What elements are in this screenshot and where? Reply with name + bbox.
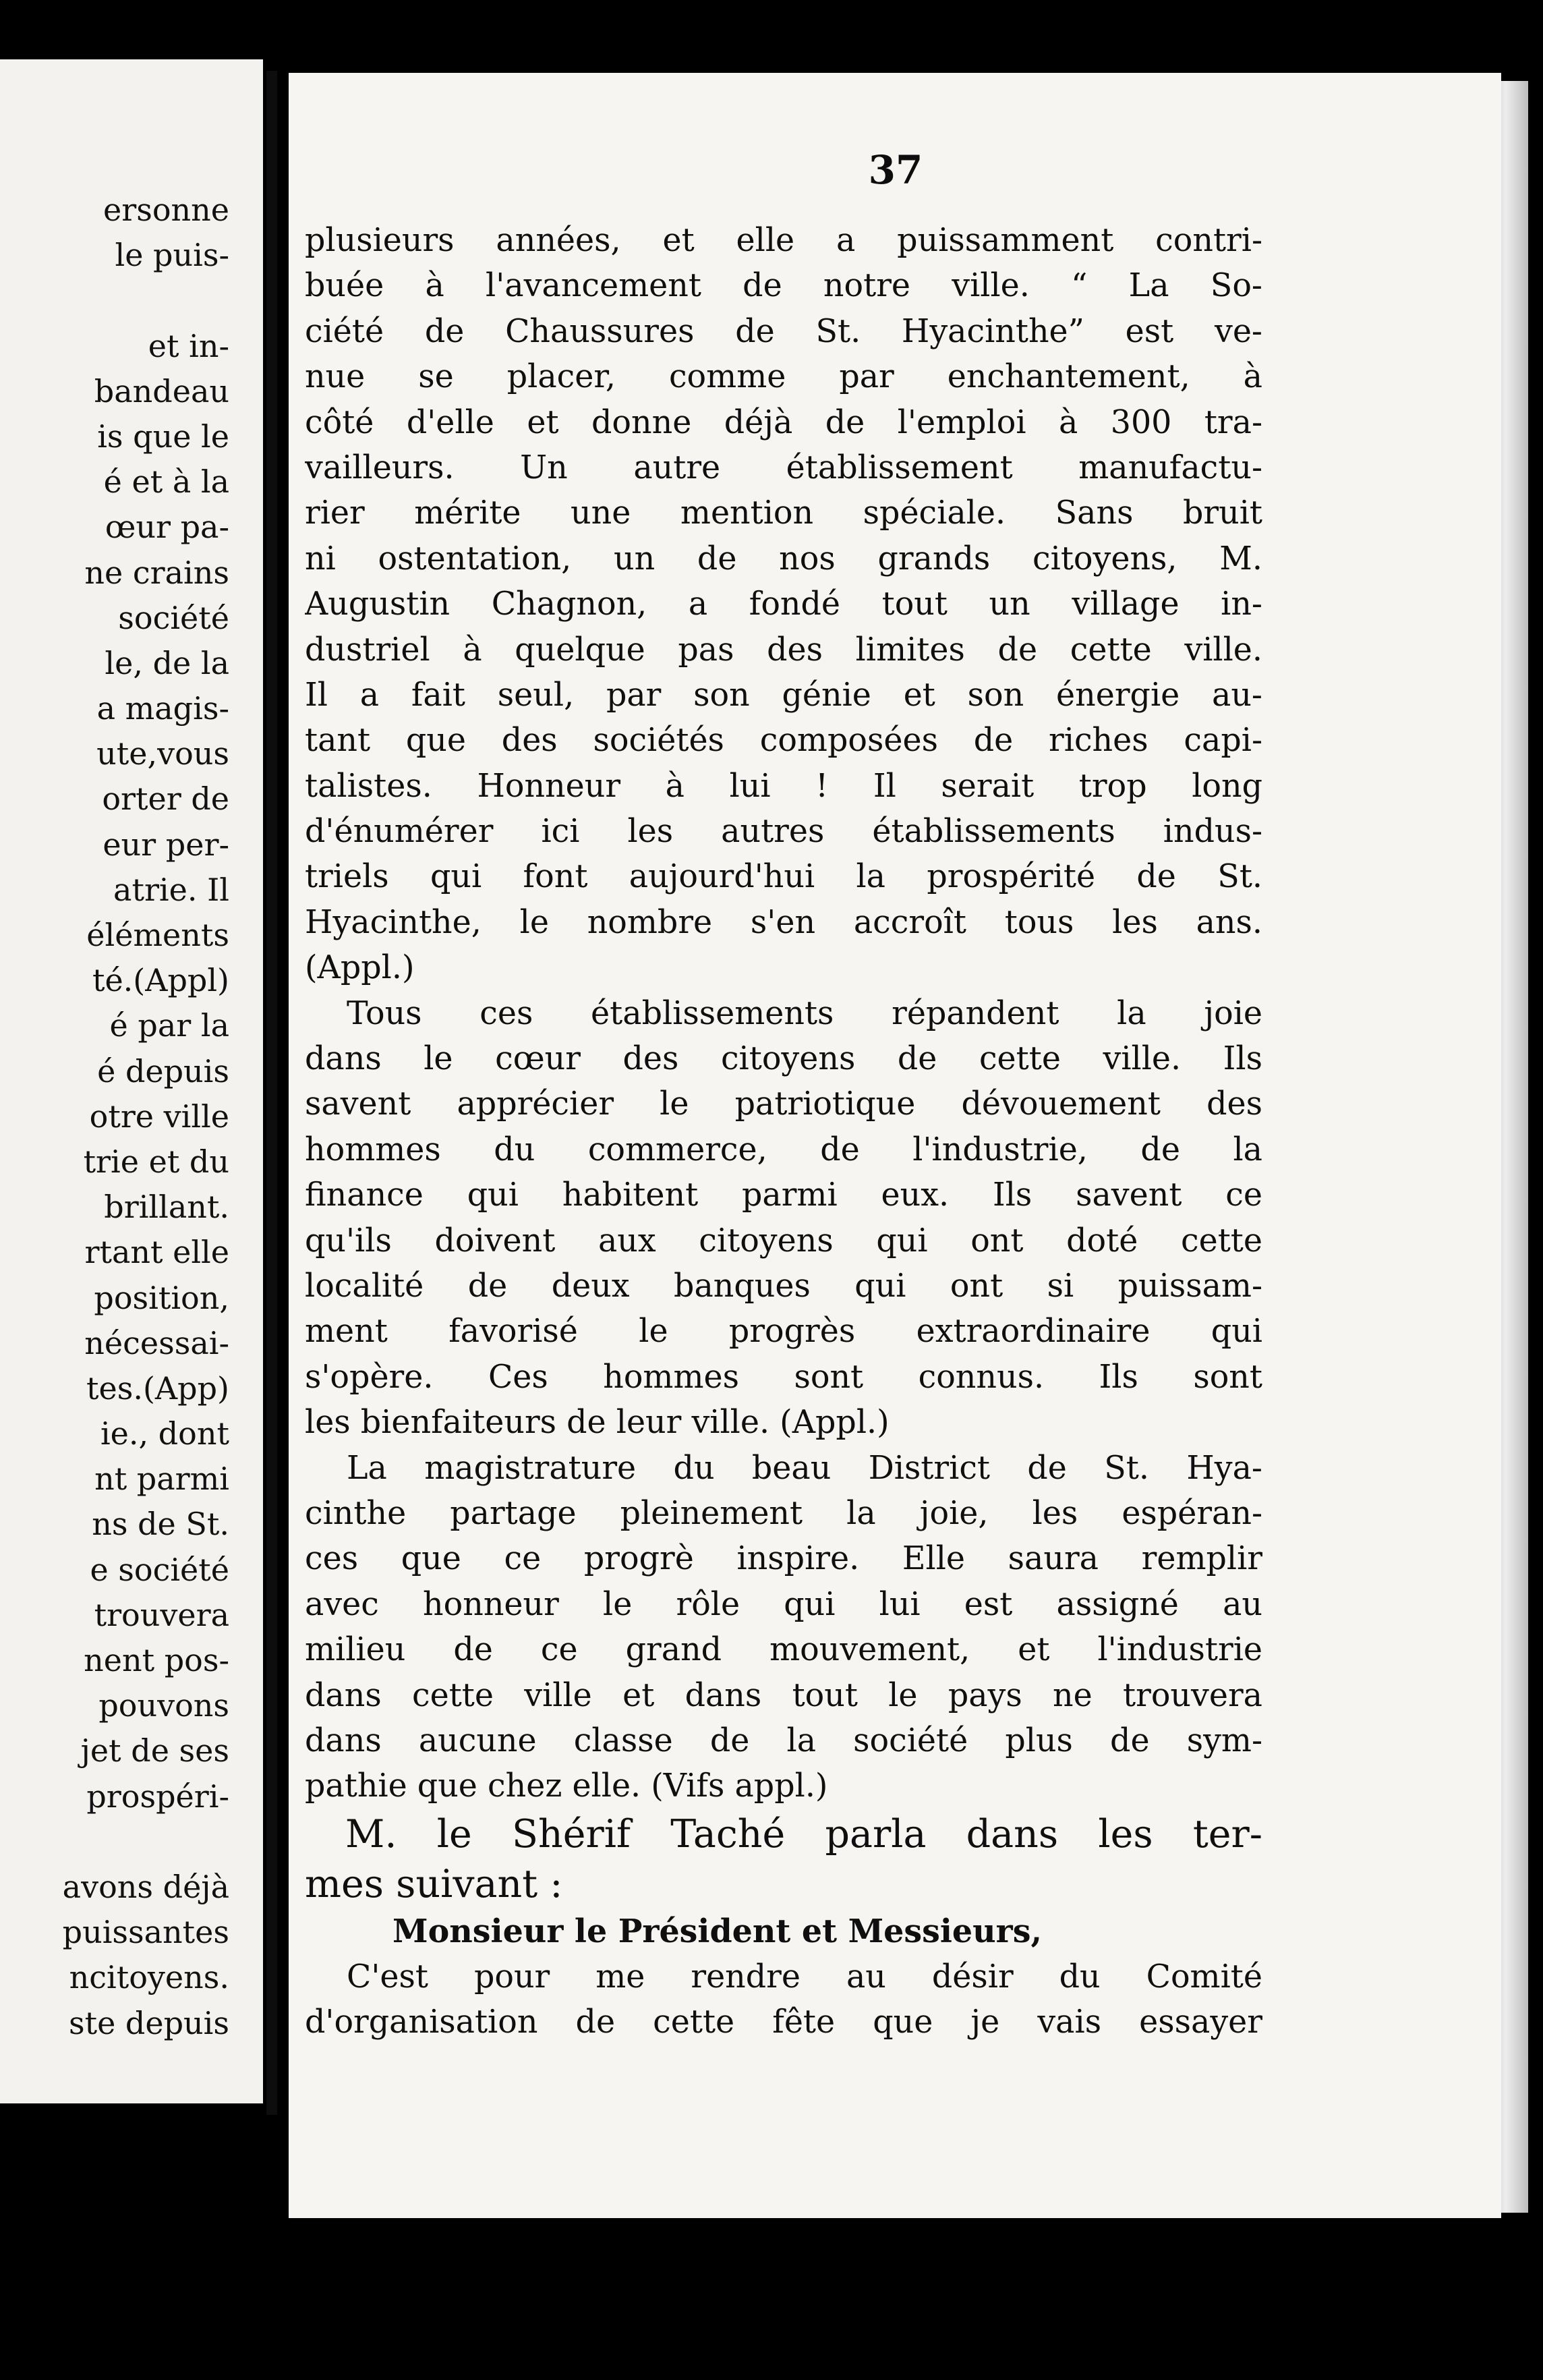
text-line: nue se placer, comme par enchantement, à xyxy=(305,358,1262,396)
text-line: s'opère. Ces hommes sont connus. Ils sont xyxy=(305,1358,1262,1396)
text-line: avec honneur le rôle qui lui est assigné au xyxy=(305,1585,1262,1623)
text-line: localité de deux banques qui ont si puissam- xyxy=(305,1267,1262,1305)
text-line: milieu de ce grand mouvement, et l'industrie xyxy=(305,1631,1262,1669)
text-line: qu'ils doivent aux citoyens qui ont doté cette xyxy=(305,1222,1262,1259)
left-page-line: is que le xyxy=(97,418,229,455)
left-page-line: a magis- xyxy=(96,690,229,727)
text-line: dustriel à quelque pas des limites de cette ville. xyxy=(305,631,1262,669)
salutation: Monsieur le Président et Messieurs, xyxy=(392,1912,1042,1950)
left-page-line: jet de ses xyxy=(80,1732,229,1769)
paragraph-lines xyxy=(305,218,1262,1809)
page-gutter-divider xyxy=(266,71,277,2115)
text-line: dans aucune classe de la société plus de sym- xyxy=(305,1722,1262,1759)
left-page-line: trouvera xyxy=(94,1596,229,1633)
left-page-line: ie., dont xyxy=(100,1415,229,1452)
text-line: ces que ce progrè inspire. Elle saura remplir xyxy=(305,1540,1262,1578)
left-page-line: eur per- xyxy=(103,826,229,863)
left-page-line: et in- xyxy=(148,327,229,364)
left-page-line xyxy=(0,1819,229,1865)
left-page-line: nent pos- xyxy=(84,1642,229,1678)
left-page-line: ncitoyens. xyxy=(69,1959,229,1996)
left-page-line: nécessai- xyxy=(84,1324,229,1361)
text-line: Augustin Chagnon, a fondé tout un village in- xyxy=(305,586,1262,623)
text-line: vailleurs. Un autre établissement manufactu- xyxy=(305,449,1262,486)
main-page xyxy=(289,73,1501,2218)
left-page-text xyxy=(0,188,248,2046)
left-page-line: é et à la xyxy=(103,463,229,501)
text-line: Il a fait seul, par son génie et son énergie au- xyxy=(305,676,1262,714)
page-number: 37 xyxy=(868,147,923,193)
text-line: plusieurs années, et elle a puissamment contri- xyxy=(305,222,1262,259)
text-line: triels qui font aujourd'hui la prospérité de St. xyxy=(305,858,1262,896)
text-line: hommes du commerce, de l'industrie, de la xyxy=(305,1131,1262,1168)
heading-line: M. le Shérif Taché parla dans les ter- xyxy=(345,1811,1262,1857)
left-page-fragment xyxy=(0,59,263,2103)
left-page-line: le, de la xyxy=(105,644,229,681)
left-page-line: société xyxy=(118,599,229,636)
left-page-line: ute,vous xyxy=(96,735,229,772)
text-line: talistes. Honneur à lui ! Il serait trop long xyxy=(305,767,1262,805)
left-page-line: nt parmi xyxy=(94,1461,229,1498)
text-line: côté d'elle et donne déjà de l'emploi à 300 tra- xyxy=(305,403,1262,441)
left-page-line: éléments xyxy=(86,917,229,953)
left-page-line: rtant elle xyxy=(84,1234,229,1271)
left-page-line: prospéri- xyxy=(86,1778,229,1815)
text-line: C'est pour me rendre au désir du Comité xyxy=(347,1958,1262,1996)
text-line: ciété de Chaussures de St. Hyacinthe” est ve- xyxy=(305,312,1262,350)
left-page-line: le puis- xyxy=(115,237,229,274)
left-page-line: bandeau xyxy=(94,372,229,409)
text-line: Tous ces établissements répandent la joie xyxy=(347,994,1262,1032)
left-page-line: ste depuis xyxy=(69,2004,229,2041)
left-page-line: otre ville xyxy=(89,1098,229,1135)
text-line: savent apprécier le patriotique dévouement des xyxy=(305,1085,1262,1123)
text-line: dans cette ville et dans tout le pays ne trouvera xyxy=(305,1676,1262,1714)
closing-lines xyxy=(305,1954,1262,2045)
left-page-line: puissantes xyxy=(62,1914,229,1951)
left-page-line: œur pa- xyxy=(105,509,229,546)
left-page-line: ns de St. xyxy=(92,1506,229,1543)
left-page-line: é depuis xyxy=(97,1052,229,1089)
left-page-line: ne crains xyxy=(84,554,229,591)
speaker-heading xyxy=(305,1809,1262,1909)
left-page-line: brillant. xyxy=(104,1189,229,1226)
body-text xyxy=(305,218,1262,2045)
left-page-line: tes.(App) xyxy=(86,1369,229,1407)
text-line: tant que des sociétés composées de riches capi- xyxy=(305,722,1262,760)
left-page-line: atrie. Il xyxy=(113,871,229,908)
left-page-line: e société xyxy=(90,1551,229,1588)
text-line: Hyacinthe, le nombre s'en accroît tous les ans. xyxy=(305,903,1262,941)
left-page-line: avons déjà xyxy=(62,1868,229,1905)
text-line: finance qui habitent parmi eux. Ils savent ce xyxy=(305,1177,1262,1214)
left-page-line: té.(Appl) xyxy=(92,962,229,999)
text-line: dans le cœur des citoyens de cette ville. Ils xyxy=(305,1040,1262,1078)
text-line: cinthe partage pleinement la joie, les espéran- xyxy=(305,1494,1262,1532)
text-line: d'énumérer ici les autres établissements indus- xyxy=(305,813,1262,851)
left-page-line: trie et du xyxy=(83,1143,229,1180)
text-line: ment favorisé le progrès extraordinaire qui xyxy=(305,1313,1262,1351)
text-line: (Appl.) xyxy=(305,949,415,987)
text-line: buée à l'avancement de notre ville. “ La So- xyxy=(305,267,1262,305)
left-page-line xyxy=(0,278,229,323)
left-page-line: ersonne xyxy=(103,192,229,228)
left-page-line: position, xyxy=(94,1279,229,1316)
text-line: pathie que chez elle. (Vifs appl.) xyxy=(305,1767,828,1805)
text-line: La magistrature du beau District de St. Hya- xyxy=(347,1449,1262,1487)
left-page-line: é par la xyxy=(109,1007,229,1044)
text-line: les bienfaiteurs de leur ville. (Appl.) xyxy=(305,1404,890,1442)
heading-line: mes suivant : xyxy=(305,1861,563,1906)
text-line: ni ostentation, un de nos grands citoyens, M. xyxy=(305,540,1262,577)
left-page-line: pouvons xyxy=(98,1687,229,1724)
text-line: d'organisation de cette fête que je vais essayer xyxy=(305,2004,1262,2041)
left-page-line: orter de xyxy=(102,781,229,818)
text-line: rier mérite une mention spéciale. Sans bruit xyxy=(305,494,1262,532)
